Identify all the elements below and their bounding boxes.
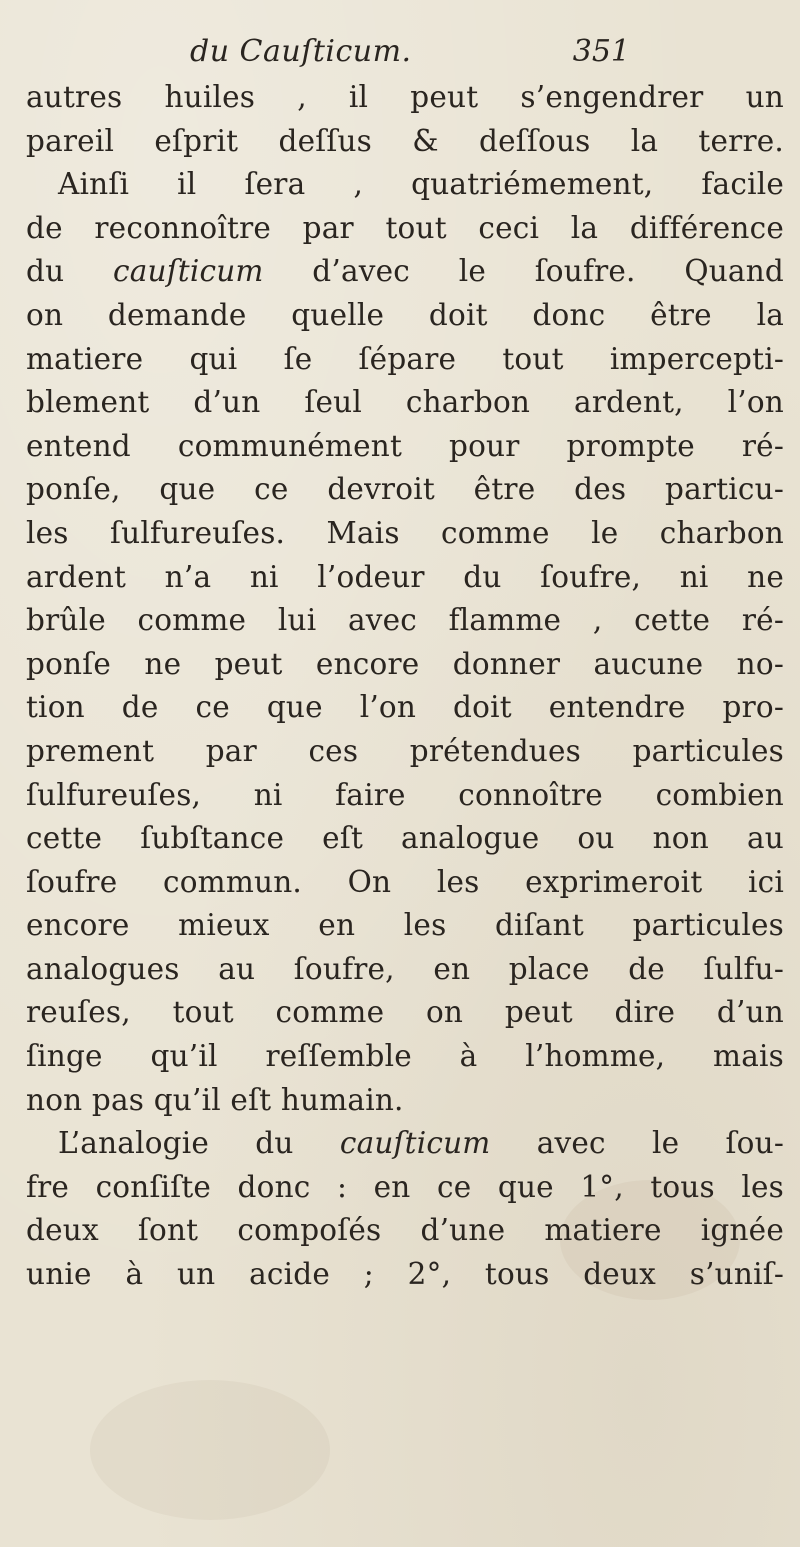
text-line: les ſulfureuſes. Mais comme le charbon — [26, 515, 784, 550]
paper-stain — [90, 1380, 330, 1520]
text-line: pareil eſprit deſſus & deſſous la terre. — [26, 123, 784, 158]
text-line: prement par ces prétendues particules — [26, 733, 784, 768]
text-line: Ainſi il ſera , quatriémement, facile — [58, 167, 784, 202]
text-line: brûle comme lui avec flamme , cette ré- — [26, 603, 784, 638]
text-line: unie à un acide ; 2°, tous deux s’uniſ- — [26, 1257, 784, 1292]
text-line: encore mieux en les diſant particules — [26, 908, 784, 943]
text-run: L’analogie du — [58, 1126, 340, 1161]
text-line — [26, 250, 784, 294]
body-text — [26, 76, 784, 1297]
text-line: ſulfureuſes, ni faire connoître combien — [26, 777, 784, 812]
text-line: ſoufre commun. On les exprimeroit ici — [26, 864, 784, 899]
text-run: d’avec le ſoufre. Quand — [263, 254, 784, 289]
text-line: tion de ce que l’on doit entendre pro- — [26, 690, 784, 725]
text-line — [26, 1122, 784, 1166]
text-line: matiere qui ſe ſépare tout impercepti- — [26, 341, 784, 376]
text-line: ponſe, que ce devroit être des particu- — [26, 472, 784, 507]
text-line: autres huiles , il peut s’engendrer un — [26, 80, 784, 114]
text-line: de reconnoître par tout ceci la différence — [26, 210, 784, 245]
text-line: reuſes, tout comme on peut dire d’un — [26, 995, 784, 1030]
text-line: blement d’un ſeul charbon ardent, l’on — [26, 385, 784, 420]
running-head: du Cauſticum. — [190, 34, 412, 69]
text-line: ponſe ne peut encore donner aucune no- — [26, 646, 784, 681]
italic-term: cauſticum — [112, 254, 264, 289]
page-number: 351 — [572, 34, 630, 69]
text-line: on demande quelle doit donc être la — [26, 297, 784, 332]
text-run: avec le ſou- — [490, 1126, 784, 1161]
text-line: cette ſubſtance eſt analogue ou non au — [26, 821, 784, 856]
text-line: non pas qu’il eſt humain. — [26, 1082, 404, 1117]
text-run: du — [26, 254, 113, 289]
text-line: analogues au ſoufre, en place de ſulfu- — [26, 951, 784, 986]
text-line: deux ſont compoſés d’une matiere ignée — [26, 1213, 784, 1248]
italic-term: cauſticum — [339, 1126, 491, 1161]
page-header — [190, 34, 630, 70]
text-line: entend communément pour prompte ré- — [26, 428, 784, 463]
text-line: ardent n’a ni l’odeur du ſoufre, ni ne — [26, 559, 784, 594]
text-line: ſinge qu’il reſſemble à l’homme, mais — [26, 1039, 784, 1074]
text-line: fre conſiſte donc : en ce que 1°, tous les — [26, 1169, 784, 1204]
